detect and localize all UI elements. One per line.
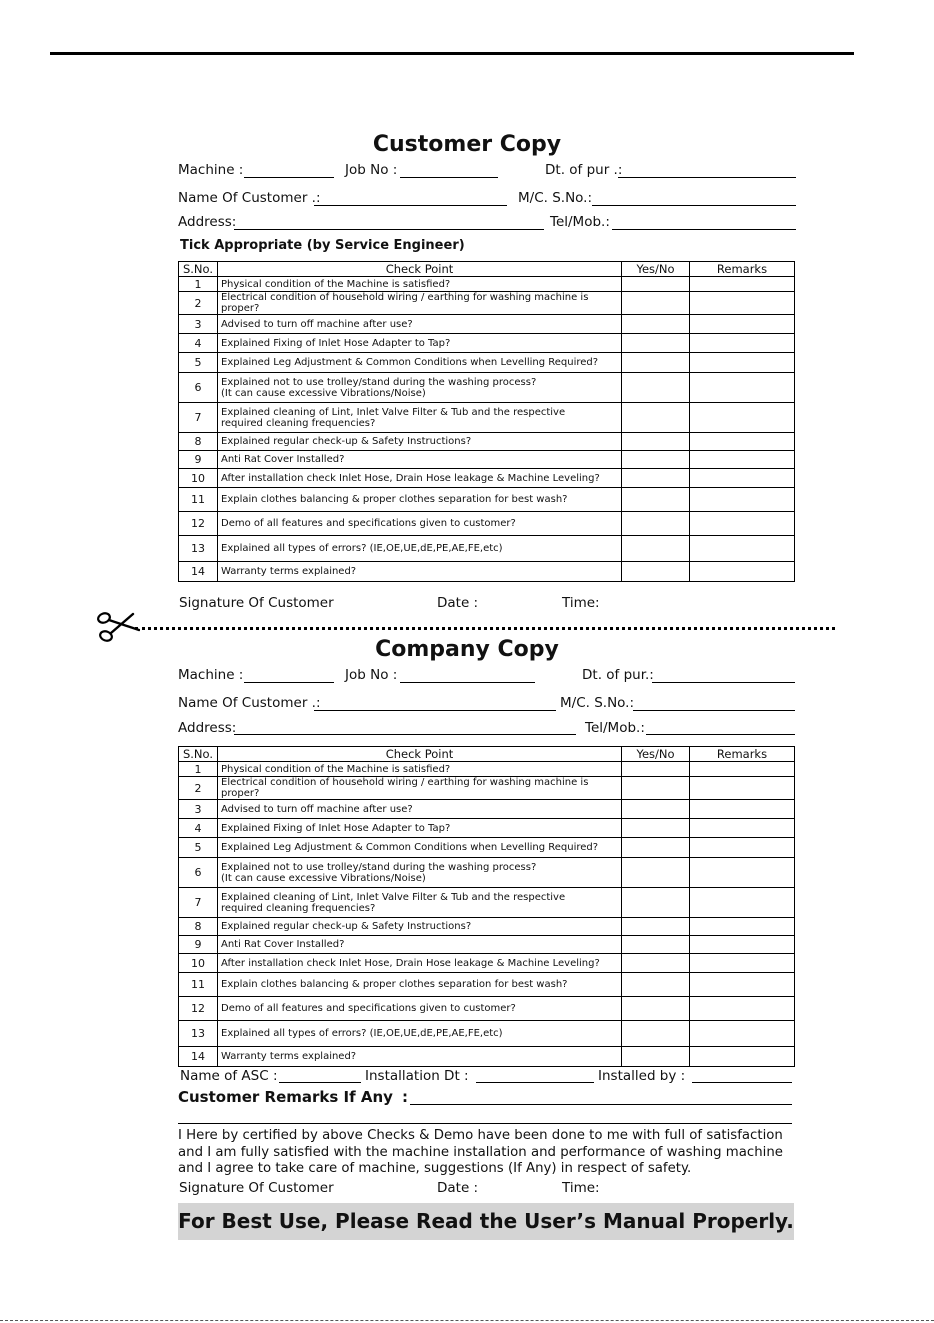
row-yes-no-cell[interactable] [622, 838, 690, 858]
date-label: Date : [437, 1180, 479, 1196]
row-sno: 4 [179, 819, 218, 838]
job-no-field[interactable] [400, 682, 535, 683]
row-yes-no-cell[interactable] [622, 403, 690, 433]
header-sno: S.No. [179, 262, 218, 277]
signature-label: Signature Of Customer [179, 1180, 334, 1196]
row-remarks-cell[interactable] [690, 433, 795, 451]
row-sno: 5 [179, 838, 218, 858]
table-header-row [179, 262, 795, 277]
row-sno: 6 [179, 858, 218, 888]
row-remarks-cell[interactable] [690, 315, 795, 334]
row-check-point: Warranty terms explained? [218, 1047, 622, 1067]
row-sno: 10 [179, 469, 218, 488]
row-remarks-cell[interactable] [690, 292, 795, 315]
table-row [179, 292, 795, 315]
row-check-point: Explained Leg Adjustment & Common Conditions when Levelling Required? [218, 353, 622, 373]
row-check-point: Physical condition of the Machine is satisfied? [218, 762, 622, 777]
row-yes-no-cell[interactable] [622, 536, 690, 562]
row-check-point: Explain clothes balancing & proper clothes separation for best wash? [218, 488, 622, 512]
mc-serial-label: M/C. S.No.: [560, 695, 635, 711]
job-no-label: Job No : [345, 667, 398, 683]
purchase-date-field[interactable] [652, 682, 795, 683]
row-remarks-cell[interactable] [690, 819, 795, 838]
customer-name-field[interactable] [314, 205, 507, 206]
row-yes-no-cell[interactable] [622, 451, 690, 469]
row-yes-no-cell[interactable] [622, 353, 690, 373]
row-check-point: Electrical condition of household wiring / earthing for washing machine is proper? [218, 292, 622, 315]
tel-label: Tel/Mob.: [550, 214, 610, 230]
row-check-point: Demo of all features and specifications given to customer? [218, 997, 622, 1021]
row-remarks-cell[interactable] [690, 1047, 795, 1067]
table-row [179, 536, 795, 562]
row-yes-no-cell[interactable] [622, 292, 690, 315]
header-remarks: Remarks [690, 747, 795, 762]
table-row [179, 451, 795, 469]
cut-line [135, 627, 835, 630]
table-row [179, 800, 795, 819]
row-sno: 6 [179, 373, 218, 403]
bottom-cut-edge [0, 1320, 934, 1321]
row-check-point: Explain clothes balancing & proper clothes separation for best wash? [218, 973, 622, 997]
row-remarks-cell[interactable] [690, 488, 795, 512]
row-sno: 12 [179, 512, 218, 536]
row-remarks-cell[interactable] [690, 469, 795, 488]
row-remarks-cell[interactable] [690, 512, 795, 536]
row-check-point: Advised to turn off machine after use? [218, 800, 622, 819]
row-remarks-cell[interactable] [690, 536, 795, 562]
row-check-point: Warranty terms explained? [218, 562, 622, 582]
row-yes-no-cell[interactable] [622, 277, 690, 292]
row-yes-no-cell[interactable] [622, 469, 690, 488]
row-remarks-cell[interactable] [690, 353, 795, 373]
table-row [179, 762, 795, 777]
customer-remarks-field[interactable] [410, 1104, 792, 1105]
table-row [179, 373, 795, 403]
row-check-point: Demo of all features and specifications given to customer? [218, 512, 622, 536]
row-sno: 8 [179, 918, 218, 936]
row-check-point: Explained Fixing of Inlet Hose Adapter to Tap? [218, 334, 622, 353]
row-remarks-cell[interactable] [690, 997, 795, 1021]
purchase-date-label: Dt. of pur.: [582, 667, 654, 683]
row-sno: 3 [179, 315, 218, 334]
table-row [179, 469, 795, 488]
row-yes-no-cell[interactable] [622, 997, 690, 1021]
table-row [179, 403, 795, 433]
table-row [179, 997, 795, 1021]
row-sno: 9 [179, 936, 218, 954]
purchase-date-label: Dt. of pur .: [545, 162, 623, 178]
row-sno: 10 [179, 954, 218, 973]
tel-field[interactable] [612, 229, 796, 230]
tick-appropriate-label: Tick Appropriate (by Service Engineer) [180, 238, 465, 253]
row-yes-no-cell[interactable] [622, 334, 690, 353]
mc-serial-field[interactable] [592, 205, 796, 206]
installed-by-field[interactable] [692, 1082, 792, 1083]
table-row [179, 334, 795, 353]
row-remarks-cell[interactable] [690, 277, 795, 292]
row-remarks-cell[interactable] [690, 954, 795, 973]
top-rule [50, 52, 854, 55]
table-row [179, 888, 795, 918]
row-yes-no-cell[interactable] [622, 800, 690, 819]
time-label: Time: [562, 595, 600, 611]
row-remarks-cell[interactable] [690, 918, 795, 936]
row-remarks-cell[interactable] [690, 800, 795, 819]
row-sno: 4 [179, 334, 218, 353]
row-check-point: Explained cleaning of Lint, Inlet Valve Filter & Tub and the respective required cleaning frequencies? [218, 403, 622, 433]
row-sno: 13 [179, 1021, 218, 1047]
company-copy-title: Company Copy [375, 637, 559, 662]
row-sno: 14 [179, 1047, 218, 1067]
table-row [179, 1047, 795, 1067]
time-label: Time: [562, 1180, 600, 1196]
row-check-point: After installation check Inlet Hose, Drain Hose leakage & Machine Leveling? [218, 469, 622, 488]
row-yes-no-cell[interactable] [622, 1021, 690, 1047]
row-remarks-cell[interactable] [690, 403, 795, 433]
row-remarks-cell[interactable] [690, 562, 795, 582]
header-yes-no: Yes/No [622, 747, 690, 762]
row-yes-no-cell[interactable] [622, 373, 690, 403]
date-label: Date : [437, 595, 479, 611]
row-check-point: Explained all types of errors? (IE,OE,UE,dE,PE,AE,FE,etc) [218, 1021, 622, 1047]
row-check-point: Explained not to use trolley/stand during the washing process? (It can cause excessive Vibrations/Noise) [218, 373, 622, 403]
row-remarks-cell[interactable] [690, 973, 795, 997]
row-yes-no-cell[interactable] [622, 562, 690, 582]
header-check-point: Check Point [218, 262, 622, 277]
header-yes-no: Yes/No [622, 262, 690, 277]
table-row [179, 315, 795, 334]
table-row [179, 353, 795, 373]
installed-by-label: Installed by : [598, 1068, 686, 1084]
purchase-date-field[interactable] [618, 177, 796, 178]
row-check-point: Physical condition of the Machine is satisfied? [218, 277, 622, 292]
machine-field[interactable] [244, 682, 334, 683]
row-check-point: Advised to turn off machine after use? [218, 315, 622, 334]
address-field[interactable] [234, 229, 544, 230]
table-row [179, 1021, 795, 1047]
table-row [179, 954, 795, 973]
row-yes-no-cell[interactable] [622, 315, 690, 334]
customer-name-field[interactable] [314, 710, 556, 711]
row-check-point: Explained regular check-up & Safety Instructions? [218, 433, 622, 451]
installation-date-label: Installation Dt : [365, 1068, 469, 1084]
table-header-row [179, 747, 795, 762]
row-check-point: Anti Rat Cover Installed? [218, 936, 622, 954]
row-remarks-cell[interactable] [690, 777, 795, 800]
address-label: Address: [178, 720, 237, 736]
row-remarks-cell[interactable] [690, 838, 795, 858]
row-sno: 11 [179, 488, 218, 512]
asc-name-label: Name of ASC : [180, 1068, 278, 1084]
row-remarks-cell[interactable] [690, 334, 795, 353]
row-sno: 1 [179, 277, 218, 292]
table-row [179, 433, 795, 451]
row-remarks-cell[interactable] [690, 762, 795, 777]
row-remarks-cell[interactable] [690, 1021, 795, 1047]
customer-remarks-field-line2[interactable] [178, 1123, 792, 1124]
row-sno: 14 [179, 562, 218, 582]
row-sno: 8 [179, 433, 218, 451]
row-check-point: Explained all types of errors? (IE,OE,UE,dE,PE,AE,FE,etc) [218, 536, 622, 562]
row-sno: 9 [179, 451, 218, 469]
customer-name-label: Name Of Customer .: [178, 190, 321, 206]
row-check-point: Explained cleaning of Lint, Inlet Valve Filter & Tub and the respective required cleaning frequencies? [218, 888, 622, 918]
signature-label: Signature Of Customer [179, 595, 334, 611]
row-yes-no-cell[interactable] [622, 488, 690, 512]
row-sno: 13 [179, 536, 218, 562]
row-yes-no-cell[interactable] [622, 936, 690, 954]
row-check-point: Explained not to use trolley/stand during the washing process? (It can cause excessive Vibrations/Noise) [218, 858, 622, 888]
row-check-point: Explained regular check-up & Safety Instructions? [218, 918, 622, 936]
table-row [179, 819, 795, 838]
row-check-point: Anti Rat Cover Installed? [218, 451, 622, 469]
row-sno: 5 [179, 353, 218, 373]
row-check-point: Explained Leg Adjustment & Common Conditions when Levelling Required? [218, 838, 622, 858]
table-row [179, 918, 795, 936]
row-yes-no-cell[interactable] [622, 762, 690, 777]
header-sno: S.No. [179, 747, 218, 762]
row-sno: 3 [179, 800, 218, 819]
tel-label: Tel/Mob.: [585, 720, 645, 736]
row-check-point: Electrical condition of household wiring / earthing for washing machine is proper? [218, 777, 622, 800]
row-check-point: Explained Fixing of Inlet Hose Adapter to Tap? [218, 819, 622, 838]
row-yes-no-cell[interactable] [622, 1047, 690, 1067]
machine-field[interactable] [244, 177, 334, 178]
row-yes-no-cell[interactable] [622, 819, 690, 838]
table-row [179, 777, 795, 800]
row-yes-no-cell[interactable] [622, 433, 690, 451]
row-sno: 2 [179, 777, 218, 800]
row-yes-no-cell[interactable] [622, 918, 690, 936]
customer-name-label: Name Of Customer .: [178, 695, 321, 711]
table-row [179, 277, 795, 292]
table-row [179, 936, 795, 954]
row-sno: 2 [179, 292, 218, 315]
row-sno: 1 [179, 762, 218, 777]
table-row [179, 562, 795, 582]
job-no-field[interactable] [400, 177, 498, 178]
row-remarks-cell[interactable] [690, 858, 795, 888]
company-checklist-table [178, 746, 795, 1067]
mc-serial-field[interactable] [633, 710, 795, 711]
row-sno: 7 [179, 888, 218, 918]
footer-banner: For Best Use, Please Read the User’s Manual Properly. [178, 1203, 794, 1240]
customer-remarks-label: Customer Remarks If Any [178, 1088, 393, 1106]
tel-field[interactable] [646, 734, 795, 735]
row-yes-no-cell[interactable] [622, 973, 690, 997]
row-yes-no-cell[interactable] [622, 512, 690, 536]
table-row [179, 512, 795, 536]
table-row [179, 838, 795, 858]
mc-serial-label: M/C. S.No.: [518, 190, 593, 206]
row-remarks-cell[interactable] [690, 451, 795, 469]
table-row [179, 858, 795, 888]
row-remarks-cell[interactable] [690, 936, 795, 954]
row-yes-no-cell[interactable] [622, 954, 690, 973]
address-field[interactable] [234, 734, 576, 735]
machine-label: Machine : [178, 667, 244, 683]
table-row [179, 973, 795, 997]
row-sno: 12 [179, 997, 218, 1021]
row-remarks-cell[interactable] [690, 888, 795, 918]
row-yes-no-cell[interactable] [622, 888, 690, 918]
job-no-label: Job No : [345, 162, 398, 178]
header-check-point: Check Point [218, 747, 622, 762]
header-remarks: Remarks [690, 262, 795, 277]
row-sno: 7 [179, 403, 218, 433]
customer-remarks-colon: : [402, 1088, 408, 1106]
installation-date-field[interactable] [476, 1082, 594, 1083]
machine-label: Machine : [178, 162, 244, 178]
customer-checklist-table [178, 261, 795, 582]
row-check-point: After installation check Inlet Hose, Drain Hose leakage & Machine Leveling? [218, 954, 622, 973]
row-remarks-cell[interactable] [690, 373, 795, 403]
certificate-text: I Here by certified by above Checks & Demo have been done to me with full of satisfaction and I am fully satisfied with the machine installation and performance of washing machine and I agree to take care of machine, suggestions (If Any) in respect of safety. [178, 1128, 783, 1176]
table-row [179, 488, 795, 512]
asc-name-field[interactable] [279, 1082, 361, 1083]
row-yes-no-cell[interactable] [622, 777, 690, 800]
address-label: Address: [178, 214, 237, 230]
row-yes-no-cell[interactable] [622, 858, 690, 888]
customer-copy-title: Customer Copy [372, 132, 562, 157]
row-sno: 11 [179, 973, 218, 997]
